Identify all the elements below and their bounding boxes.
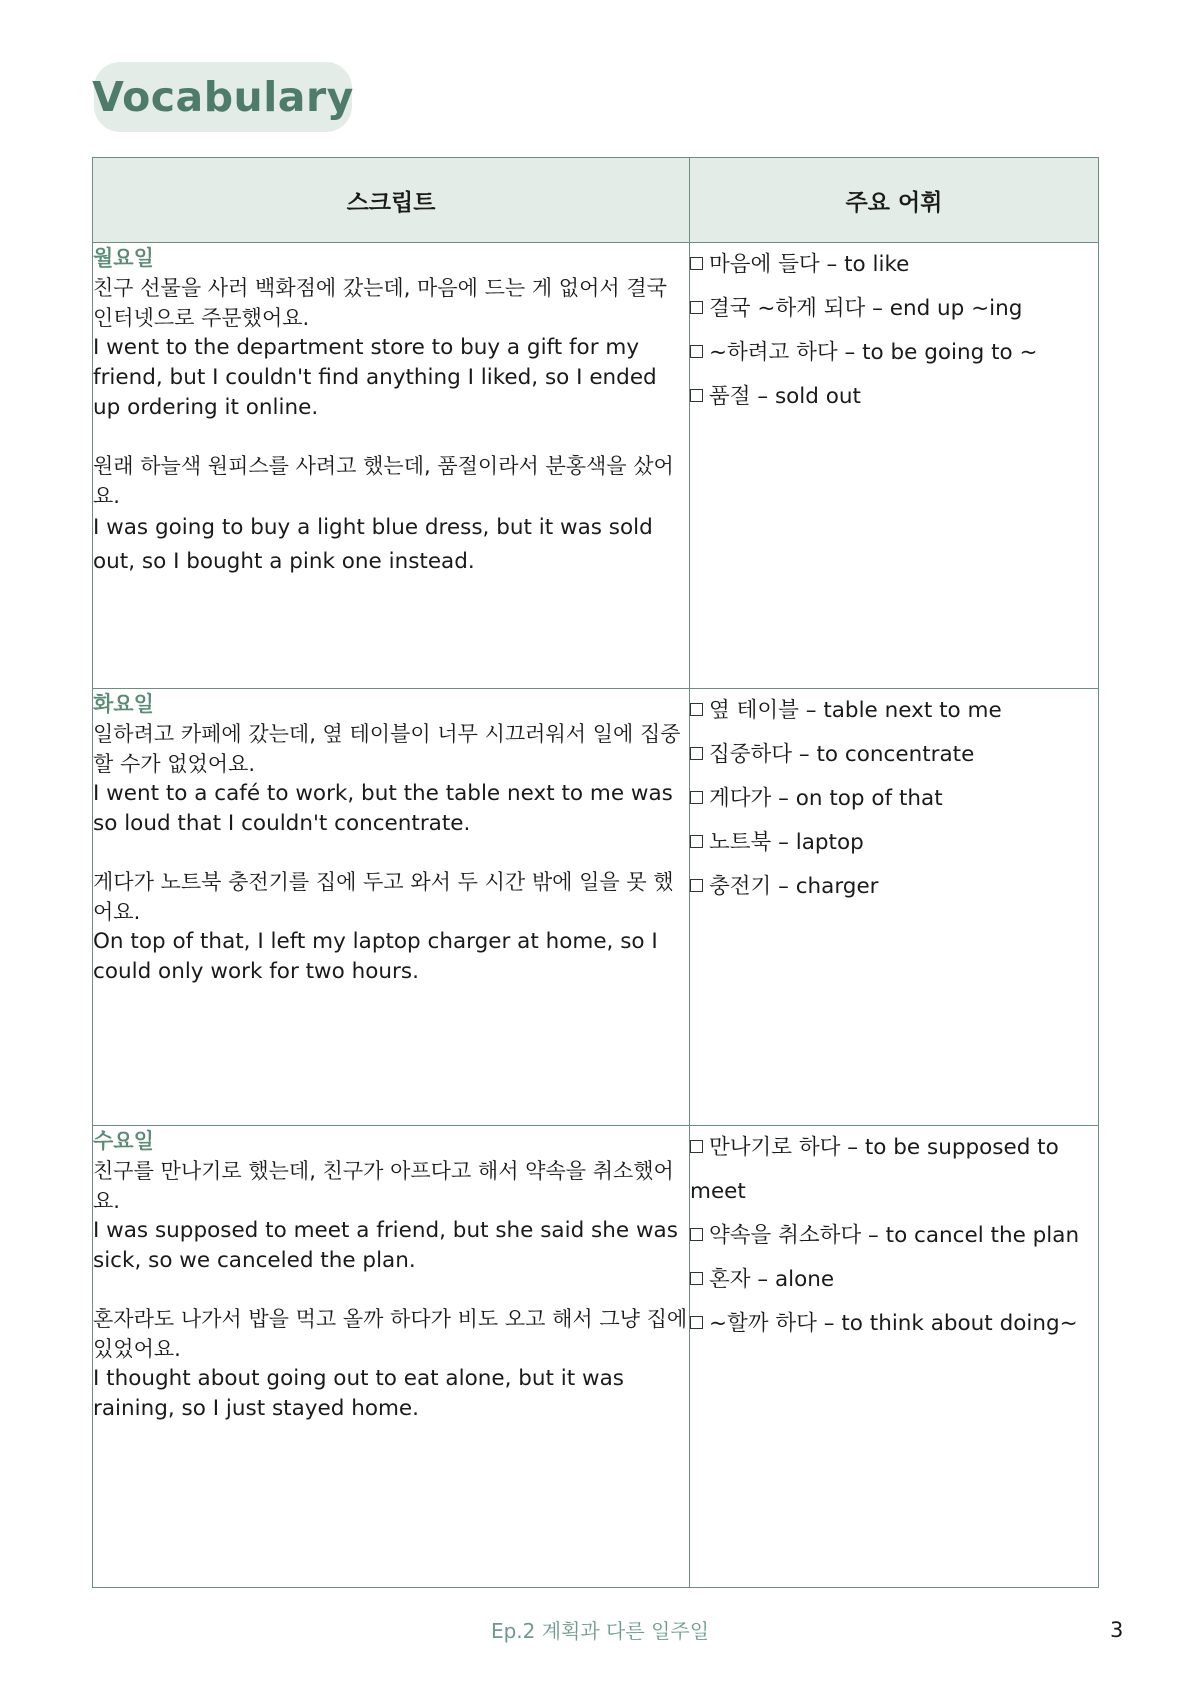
script-english: I thought about going out to eat alone, but it was raining, so I just stayed home. xyxy=(93,1366,624,1421)
checkbox-icon xyxy=(690,835,703,848)
table-row-tuesday xyxy=(93,689,1099,1126)
table-row-wednesday xyxy=(93,1126,1099,1588)
vocab-item: 마음에 들다 – to like xyxy=(690,243,1098,287)
day-label: 화요일 xyxy=(93,692,154,716)
day-label: 월요일 xyxy=(93,246,154,270)
script-english: I was supposed to meet a friend, but she said she was sick, so we canceled the plan. xyxy=(93,1218,678,1273)
vocab-item: 충전기 – charger xyxy=(690,865,1098,909)
vocab-cell xyxy=(690,689,1099,1126)
page-number: 3 xyxy=(1110,1618,1124,1642)
script-english: On top of that, I left my laptop charger at home, so I could only work for two hours. xyxy=(93,929,658,984)
checkbox-icon xyxy=(690,703,703,716)
script-english: I was going to buy a light blue dress, but it was sold out, so I bought a pink one instead. xyxy=(93,515,653,574)
page-title: Vocabulary xyxy=(92,73,354,121)
script-cell xyxy=(93,243,690,689)
day-label: 수요일 xyxy=(93,1129,154,1153)
vocab-item: 게다가 – on top of that xyxy=(690,777,1098,821)
script-cell xyxy=(93,1126,690,1588)
script-english: I went to a café to work, but the table next to me was so loud that I couldn't concentrate. xyxy=(93,781,673,836)
footer-episode-title: Ep.2 계획과 다른 일주일 xyxy=(490,1619,710,1643)
script-cell xyxy=(93,689,690,1126)
vocab-item: 결국 ~하게 되다 – end up ~ing xyxy=(690,287,1098,331)
vocab-item: 혼자 – alone xyxy=(690,1258,1098,1302)
vocab-cell xyxy=(690,243,1099,689)
script-column-header: 스크립트 xyxy=(93,158,690,243)
table-row-monday xyxy=(93,243,1099,689)
checkbox-icon xyxy=(690,389,703,402)
checkbox-icon xyxy=(690,301,703,314)
vocab-item: 약속을 취소하다 – to cancel the plan xyxy=(690,1214,1098,1258)
vocab-cell xyxy=(690,1126,1099,1588)
checkbox-icon xyxy=(690,1228,703,1241)
table-header-row xyxy=(93,158,1099,243)
vocab-item: 옆 테이블 – table next to me xyxy=(690,689,1098,733)
checkbox-icon xyxy=(690,257,703,270)
vocab-item: 만나기로 하다 – to be supposed to meet xyxy=(690,1135,1059,1204)
script-english: I went to the department store to buy a gift for my friend, but I couldn't find anything I liked, so I ended up ordering it online. xyxy=(93,335,657,420)
script-korean: 혼자라도 나가서 밥을 먹고 올까 하다가 비도 오고 해서 그냥 집에 있었어요. xyxy=(93,1307,688,1361)
script-korean: 친구 선물을 사러 백화점에 갔는데, 마음에 드는 게 없어서 결국 인터넷으로 주문했어요. xyxy=(93,276,667,330)
checkbox-icon xyxy=(690,791,703,804)
vocab-item: 노트북 – laptop xyxy=(690,821,1098,865)
checkbox-icon xyxy=(690,345,703,358)
checkbox-icon xyxy=(690,879,703,892)
vocab-item: 품절 – sold out xyxy=(690,375,1098,419)
script-korean: 친구를 만나기로 했는데, 친구가 아프다고 해서 약속을 취소했어요. xyxy=(93,1159,674,1213)
title-badge xyxy=(94,62,352,132)
vocab-column-header: 주요 어휘 xyxy=(690,158,1099,243)
script-korean: 일하려고 카페에 갔는데, 옆 테이블이 너무 시끄러워서 일에 집중할 수가 없었어요. xyxy=(93,722,681,776)
vocab-item: ~하려고 하다 – to be going to ~ xyxy=(690,331,1098,375)
vocabulary-table xyxy=(92,157,1099,1588)
checkbox-icon xyxy=(690,747,703,760)
checkbox-icon xyxy=(690,1272,703,1285)
checkbox-icon xyxy=(690,1316,703,1329)
checkbox-icon xyxy=(690,1140,703,1153)
script-korean: 게다가 노트북 충전기를 집에 두고 와서 두 시간 밖에 일을 못 했어요. xyxy=(93,870,674,924)
script-korean: 원래 하늘색 원피스를 사려고 했는데, 품절이라서 분홍색을 샀어요. xyxy=(93,454,674,508)
vocab-item: 집중하다 – to concentrate xyxy=(690,733,1098,777)
vocab-item: ~할까 하다 – to think about doing~ xyxy=(690,1302,1098,1346)
